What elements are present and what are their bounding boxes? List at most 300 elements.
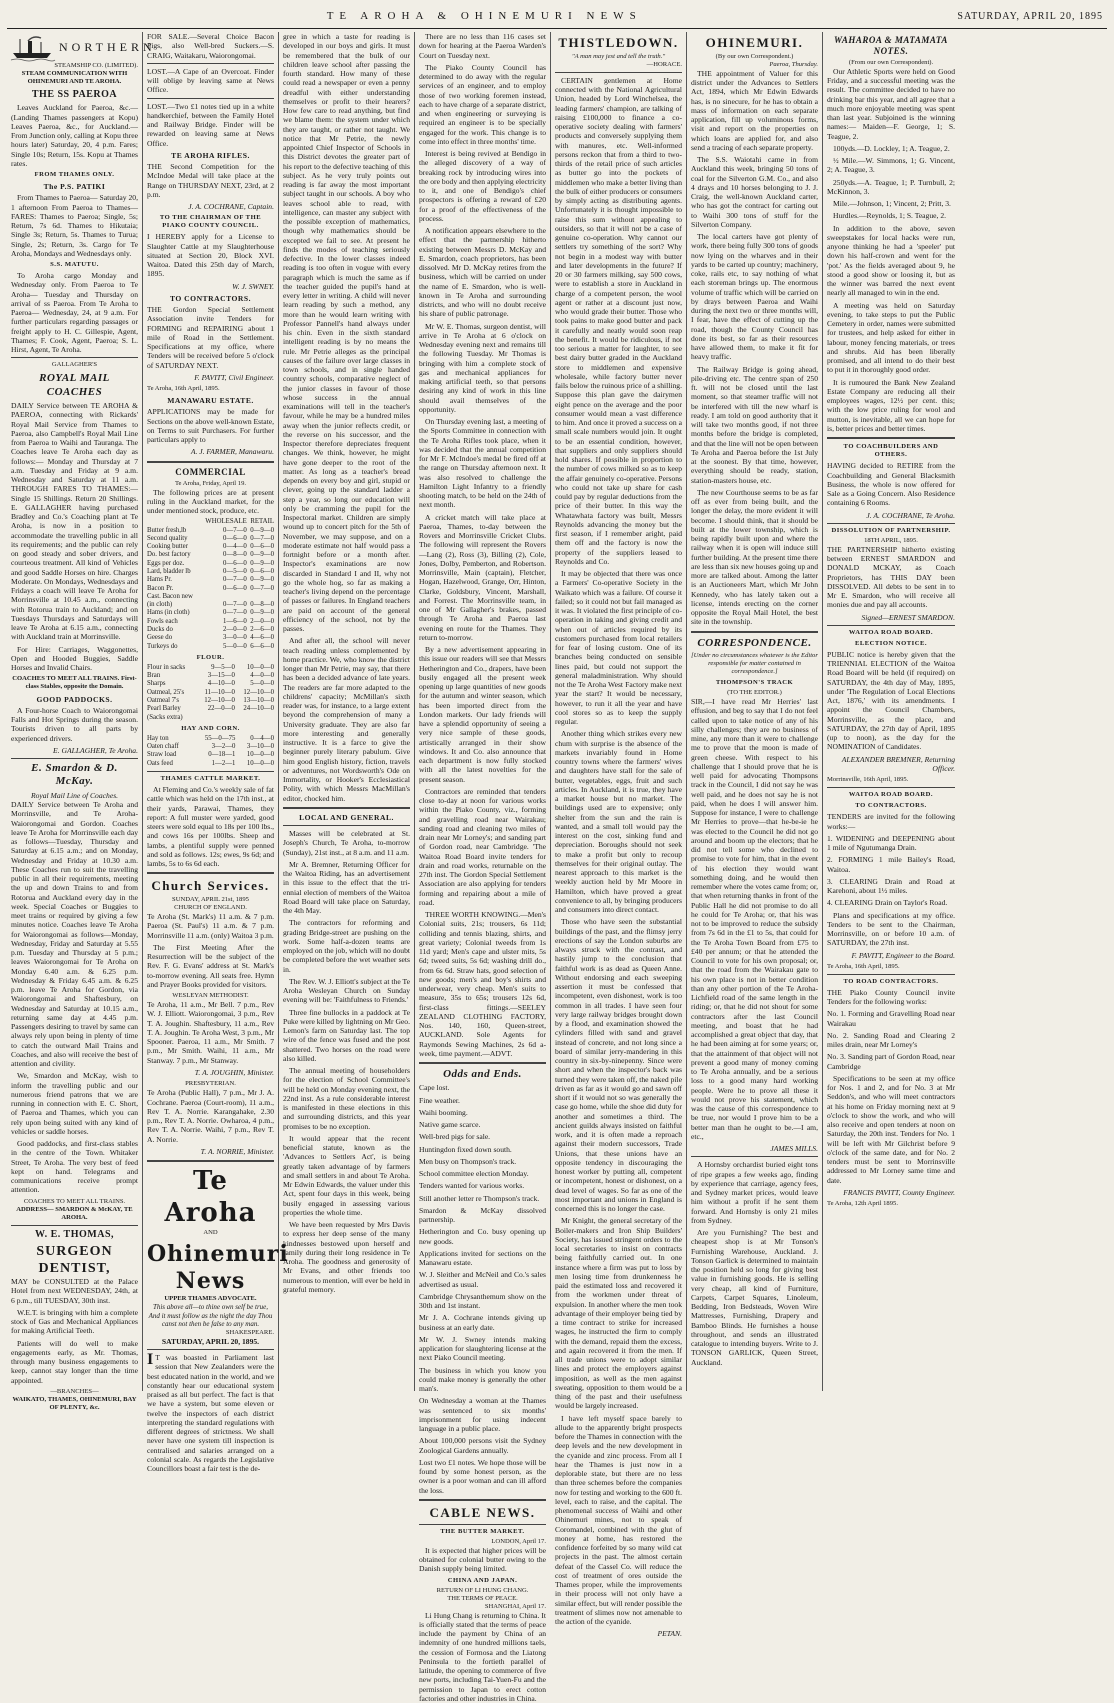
- tender-item: 1. WIDENING and DEEPENING about 1 mile of Ngutumanga Drain.: [827, 833, 955, 852]
- correspondence-note: [Under no circumstances whatever is the Editor responsible for matter contained in correspondence.]: [691, 652, 818, 676]
- estate-heading: MANAWARU ESTATE.: [167, 396, 254, 406]
- correspondence-heading: CORRESPONDENCE.: [697, 636, 812, 649]
- commercial-cell: [199, 593, 246, 601]
- road-tender-item: No. 2. Sanding Road and Clearing 2 miles drain, near Mr Lorney's: [827, 1030, 955, 1050]
- flour-cell: 3—15—0: [207, 672, 235, 680]
- commercial-row: [147, 593, 274, 601]
- local-paragraph: On Thursday evening last, a meeting of the Sports Committee in connection with the Te Aroha Rifles took place, when it was decided that the annual competition for Mr F. McIndoe's medal be fired off at the range on Thursday afternoon next. It was also resolved to challenge the Hamilton Light Infantry to a friendly shooting match, to be held on the 24th of next month.: [419, 417, 546, 510]
- thomas-body-2: W.E.T. is bringing with him a complete stock of Gas and Mechanical Appliances for making Artificial Teeth.: [11, 1307, 138, 1336]
- local-paragraph: Interest is being revived at Bendigo in the alleged discovery of a way of breaking rock by introducing wires into the ore body and then applying electricity to it, and one of Bendigo's chief prospectors is offering a reward of £20 for a proof of the effectiveness of the process.: [419, 149, 546, 223]
- flour-cell: 12—10—0: [243, 688, 274, 696]
- newspaper-page: [7, 6, 1107, 1703]
- to-contractors-heading: TO CONTRACTORS.: [855, 802, 927, 810]
- four-horse: A Four-horse Coach to Waiorongomai Falls and Hot Springs during the season. Tourists driven to all parts by experienced drivers.: [11, 705, 138, 743]
- commercial-table: WHOLESALE RETAIL Butter fresh,lb 0—7—0 0—9—0 Second quality 0—6—0 0—7—0 Cooking butter 0—4—0 0—6—0 Do. best factory 0—8—0 0—9—0 Eggs per doz. 0—6—0 0—9—0 Lard, bladder lb 0—5—0 0—6—0 Hams Pr. 0—7—0 0—9—0 Bacon Pr. 0—6—0 0—7—0 Cast. Bacon new (in cloth) 0—7—0 0—8—0 Hams (in cloth) 0—7—0 0—9—0 Fowls each 1—6—0 2—0—0 Ducks do 2—0—0 2—6—0 Geese do 3—0—0 4—6—0 Turkeys do 5—0—0 6—6—0: [147, 518, 274, 650]
- odds-item: Applications invited for sections on the Manawaru estate.: [419, 1248, 546, 1268]
- church-wesleyan-list: Te Aroha, 11 a.m., Mr Bell. 7 p.m., Rev W. J. Elliott. Waiorongomai, 3 p.m., Rev T. A. Joughin. Shaftesbury, 11 a.m., Rev T. A. Joughin. Te Aroha West, 3 p.m., Mr Spooner. Paeroa, 11 a.m., Mr Smith. 7 p.m., Mr Smith. Waihi, 11 a.m., Mr Stanway. 7 p.m., Mr Stanway.: [147, 1000, 274, 1065]
- waharoa-paragraph: ½ Mile.—W. Simmons, 1; G. Vincent, 2; A. Teague, 3.: [827, 156, 955, 175]
- flour-cell: Oatmeal, 25's: [147, 688, 185, 696]
- column-6: [687, 32, 823, 1391]
- china-japan-heading: CHINA AND JAPAN.: [447, 1576, 518, 1584]
- ohinemuri-byline: (By our own Correspondent.): [715, 52, 794, 60]
- cable-news-heading: CABLE NEWS.: [429, 1504, 536, 1520]
- letter-to: (TO THE EDITOR.): [727, 689, 782, 697]
- odds-item: About 100,000 persons visit the Sydney Zoological Gardens annually.: [419, 1436, 546, 1455]
- steamship-header: [11, 32, 156, 62]
- local-paragraph: Mr W. E. Thomas, surgeon dentist, will arrive in Te Aroha at 6 o'clock on Wednesday evening next and remains till the following Tuesday. Mr Thomas is bringing with him a complete stock of gas and mechanical appliances for making artificial teeth, so that persons desiring any kind of work in this line should avail themselves of the opportunity.: [419, 321, 546, 414]
- tail-paragraph: A Hornsby orchardist buried eight tons of ripe grapes a few weeks ago, finding by experience that carriage, agency fees, and Sydney market prices, would leave him without a profit if he sent them forward. And Hornsby is only 21 miles from Sydney.: [691, 1160, 818, 1225]
- ohinemuri-paragraph: The Railway Bridge is going ahead, pile-driving etc. The centre span of 250 ft. will not be closed until the last moment, so that steamer traffic will not be interfered with till the new wharf is ready. I am told on good authority that it will take two months good, if not three months before the bridge is completed, and that the line will not be open between Te Aroha and Paeroa before the 1st July at the soonest. By that time, however, everything should be ready, station, station-masters house, etc.: [691, 364, 818, 485]
- commercial-cell: Hams (in cloth): [147, 609, 190, 617]
- terms-of-peace-date: SHANGHAI, April 17.: [484, 1602, 546, 1610]
- commercial-cell: 3—0—0: [223, 634, 247, 642]
- thistledown-body: [555, 76, 682, 1627]
- thistledown-paragraph: Mr Knight, the general secretary of the Boiler-makers and Iron Ship Builders' Society, has issued stringent orders to the local secretaries to insist on contracts being faithfully carried out. In one instance where a firm was put to loss by men losing time from drunkenness he paid the estimated loss and recovered it from the workmen under threat of expulsion. In another where the men took advantage of their employer being tied by a time contract to strike for increased wages, he instructed the firm to comply with the demand, repaid them the excess, and again recovered it from the men. If all trade unions were to adopt similar lines and protect the employers against imposition, as well as the men against sweating, opposition to them would be a thing of the past and their usefulness would be largely increased.: [555, 1216, 682, 1411]
- gallagher-label: GALLAGHER'S: [51, 361, 98, 369]
- tenders-list: [827, 834, 955, 908]
- flour-cell: Bran: [147, 672, 161, 680]
- election-signature: ALEXANDER BREMNER, Returning Officer.: [841, 754, 955, 773]
- flour-cell: 4—10—0: [207, 680, 235, 688]
- flour-cell: 12—10—0: [204, 697, 235, 704]
- hay-table: [147, 735, 274, 768]
- column-7: [823, 32, 959, 1391]
- odds-item: W. J. Sleither and McNeil and Co.'s sales advertised as usual.: [419, 1270, 546, 1289]
- commercial-cell: 2—6—0: [250, 626, 274, 633]
- waharoa-paragraph: In addition to the above, seven sweepstakes for local hacks were run, anyone thinking he had a 'speeler' put down his half-crown and went for the 'pot.' As the fields averaged about 9, he stood a good show or loosing it, but as the winner was barred the next event nearly all managed to win in the end.: [827, 223, 955, 298]
- commercial-cell: 1—6—0: [223, 617, 247, 625]
- commercial-cell: Hams Pr.: [147, 576, 172, 584]
- hay-row: [147, 751, 274, 759]
- tender-item: 4. CLEARING Drain on Taylor's Road.: [827, 898, 948, 908]
- road-contractors-body: THE Piako County Council invite Tenders for the following works:: [827, 987, 955, 1007]
- commercial-row: [147, 626, 274, 634]
- church-wesleyan-signature: T. A. JOUGHIN, Minister.: [194, 1067, 274, 1077]
- commercial-cell: 0—9—0: [250, 559, 274, 567]
- commercial-cell: 0—7—0: [250, 534, 274, 542]
- hay-row: [147, 735, 274, 743]
- ohinemuri-dateline: Paeroa, Thursday.: [769, 60, 818, 68]
- odds-item: Tenders wanted for various works.: [419, 1181, 525, 1191]
- commercial-cell: 6—6—0: [250, 642, 274, 650]
- commercial-cell: 0—9—0: [250, 576, 274, 584]
- local-paragraph: The contractors for reforming and grading Bridge-street are pushing on the work. Some half-a-dozen teams are employed on the job, which will no doubt be completed before the wet weather sets in.: [283, 918, 410, 974]
- thomas-heading: W. E. THOMAS,: [34, 1228, 115, 1240]
- chairman-signature: W. J. SWNEY.: [232, 281, 274, 291]
- local-paragraph: We have been requested by Mrs Davis to express her deep sense of the many kindnesses bestowed upon herself and family during their long residence in Te Aroha. The goodness and generosity of Mr Evans, and other friends too numerous to mention, will ever be held in grateful memory.: [283, 1220, 410, 1294]
- dissolution-heading: DISSOLUTION OF PARTNERSHIP.: [831, 526, 951, 534]
- coachbuilders-heading: TO COACHBUILDERS AND OTHERS.: [843, 443, 939, 459]
- smardon-body-3: Good paddocks, and first-class stables in the centre of the Town. Whitaker Street, Te Aroha. The very best of feed kept on hand. Telegrams and communications receive prompt attention.: [11, 1139, 138, 1195]
- column-4: [415, 32, 551, 1703]
- flour-row: [147, 672, 274, 680]
- local-paragraph: The Rev. W. J. Elliott's subject at the Te Aroha Wesleyan Church on Sunday evening will be: 'Faithfulness to Friends.': [283, 976, 410, 1005]
- patiki-body: From Thames to Paeroa— Saturday 20, 1 afternoon From Paeroa to Thames— FARES: Thames to Paeroa; Single, 5s; Return, 7s 6d. Thames to Hikutaia; Single 3s; Return, 5s. Thames to Turua; Single, 2s; Return, 3s. Cargo for Te Aroha, Mondays and Wednesdays only.: [11, 193, 138, 258]
- church-england-list: Te Aroha (St. Mark's) 11 a.m. & 7 p.m. Paeroa (St. Paul's) 11 a.m. & 7 p.m. Morrinsville 11 a.m. (only) Waitoa 3 p.m.: [147, 912, 274, 940]
- dissolution-signature: Signed—ERNEST SMARDON.: [861, 612, 955, 622]
- commercial-heading: COMMERCIAL: [175, 466, 246, 477]
- road-contractors-heading: TO ROAD CONTRACTORS.: [843, 977, 939, 985]
- flour-cell: 10—0—0: [246, 663, 274, 671]
- ohinemuri-paragraph: The new Courthouse seems to be as far off as ever from being built, and the longer the delay, the more evident it will become. I should think, that it should be built at the lower township, which is being rapidly built upon and where the railway when it is open will induce still further building. At the present time there are less than six new houses going up and more are talked about. Among the latter is an Auctioneers Mart, which Mr John Kennedy, who has lately taken out a license, intends erecting on the corner opposite the Royal Mail Hotel, the best site in the township.: [691, 487, 818, 627]
- commercial-cell: Cast. Bacon new: [147, 592, 193, 600]
- thomas-body-3: Patients will do well to make engagements early, as Mr. Thomas, through many business engagements to keep, cannot stay longer than the time appointed.: [11, 1338, 138, 1385]
- thistledown-paragraph: I have left myself space barely to allude to the apparently bright prospects before the Thames in connection with the deep levels and the new development in the cyanide and zinc process. From all I hear the Thames is just now in a deplorable state, but there are no less than three schemes before the companies now for testing and working to the 600 ft. level, each to raise, and the capital. The phenomenal success of Waihi and other Ohinemuri mines, not to speak of Coromandel, combined with the glut of money at home, has restored the confidence forfeited by so many wild cat projects in the past. The almost certain defeat of the Cassel Co. will reduce the cost of treatment of ores outside the Thames proper, while the improvements in their process will not only have a similar effect, but will render possible the treatment of slimes now not amenable to the action of the cyanide.: [555, 1413, 682, 1627]
- flour-row: [147, 714, 274, 722]
- commercial-row: [147, 560, 274, 568]
- commercial-cell: 0—7—0: [223, 576, 247, 584]
- hay-cell: 0—18—1: [208, 751, 236, 759]
- road-tender-item: No. 3. Sanding part of Gordon Road, near Cambridge: [827, 1052, 955, 1071]
- coaches-meet-2: COACHES TO MEET ALL TRAINS.: [23, 1197, 126, 1205]
- butter-market-heading: THE BUTTER MARKET.: [440, 1527, 525, 1535]
- flour-cell: 24—10—0: [243, 705, 274, 713]
- tenders-signature: F. PAVITT, Engineer to the Board.: [851, 950, 955, 960]
- local-paragraph: The Piako County Council has determined to do away with the regular services of an engineer, and to employ those of two working foremen instead, each to have charge of a separate district, and when engineering or surveying is required an engineer is to be specially engaged for the work. This change is to come into effect in three months' time.: [419, 62, 546, 146]
- commercial-row: [147, 601, 274, 609]
- commercial-row: [147, 568, 274, 576]
- thistledown-signature: PETAN.: [657, 1629, 682, 1639]
- commercial-cell: 0—6—0: [223, 584, 247, 592]
- hay-cell: 3—10—0: [246, 743, 274, 751]
- commercial-cell: 5—0—0: [223, 642, 247, 650]
- letter-body: SIR,—I have read Mr Herries' last effusion, and beg to say that I do not feel called upon to take notice of any of his silly challenges; they are no business of mine, any more than it were to challenge me to prove that the moon is made of green cheese. With respect to his challenge that I should prove that he is well paid for advocating Thompsons track in the Council, I did not say he was well paid, and he does not say he is not paid, when he does I will answer him. Suppose for instance, I were to challenge Mr Herries to prove—that he-be-ie he was elected to the Council he did not go around and boom up the electors; that he did not tell some who declined to promise to vote for him, that in the event of his election they would want something doing, and he would then remember where the votes came from; or, that when returning thanks in front of the Public Hall he did not promise to do all he could for Te Aroha; or, that his was not to be improved to reduce the subsidy from 7s 6d in the £1 to 5s, that could for the Te Aroha Town Board from £75 to £40 per annum; or that he attended the Council to vote for his own proposal; or, that the road from the Wairakau gate to his own place is not in better condition than any other portion of the Te Aroha-Lichfield road of the same length in the riding; or, that he did not shout for some contractors after the last Council meeting, and boast that he had accomplished a great object that day, that he had been aiming at for some years; or, that the attainment of that object will not prevent a good many of money coming to Te Aroha annually, and be a serious loss to a good many hard working people. Were he to prove all these it would not prove his statement, which was the cause of this correspondence to be true, nor would I prove him to be a better man than he ought to be.—I am, etc.,: [691, 697, 818, 1141]
- road-contractors-signature: FRANCIS PAVITT, County Engineer.: [843, 1187, 955, 1197]
- odds-ends-heading: Odds and Ends.: [443, 1068, 522, 1080]
- commercial-cell: 0—7—0: [223, 526, 247, 534]
- matutu-body: To Aroha cargo Monday and Wednesday only. From Paeroa to Te Aroha— Tuesday and Thursday on arrival of ss Paeroa. From Te Aroha to Paeroa— Wednesday, 24, at 9 a.m. For further particulars regarding passages or freight apply to H. C. Gillespie, Agent, Thames; F. Cook, Agent, Paeroa; S. L. Hirst, Agent, Te Aroha.: [11, 271, 138, 355]
- commercial-row: [147, 543, 274, 551]
- flour-row: [147, 680, 274, 688]
- contractors-heading: TO CONTRACTORS.: [169, 293, 252, 303]
- commercial-cell: 0—6—0: [223, 559, 247, 567]
- flour-cell: 4—0—0: [250, 672, 274, 680]
- commercial-cell: 0—9—0: [250, 609, 274, 617]
- waitoa-heading: WAITOA ROAD BOARD.: [848, 628, 934, 636]
- letter-heading: THOMPSON'S TRACK: [715, 679, 794, 687]
- waharoa-body: [827, 67, 955, 433]
- flour-table: [147, 664, 274, 722]
- commercial-row: [147, 535, 274, 543]
- odds-ends-list: [419, 1083, 546, 1495]
- commercial-cell: 0—6—0: [223, 534, 247, 542]
- paeroa-body: Leaves Auckland for Paeroa, &c.— (Landing Thames passengers at Kopu) Leaves Paeroa, &c., for Auckland.— From Junction only, calling at Kopu three hours later) Saturday, 20, 4 p.m. Fares; Single 10s; Return, 15s. Kopu at Thames rates.: [11, 103, 138, 168]
- local-paragraph: Masses will be celebrated at St. Joseph's Church, Te Aroha, to-morrow (Sunday), 21st inst., at 8 a.m. and 11 a.m.: [283, 829, 410, 857]
- dentist-heading: SURGEON DENTIST,: [36, 1243, 113, 1276]
- contractors-signature: F. PAVITT, Civil Engineer.: [194, 372, 274, 382]
- column-1: [7, 32, 156, 1411]
- contractors-date: Te Aroha, 16th April, 1895.: [147, 385, 220, 393]
- steamship-icon: [11, 33, 55, 61]
- flour-cell: Sharps: [147, 680, 166, 688]
- ship-company: NORTHERN: [59, 39, 156, 54]
- steam-communication: STEAM COMMUNICATION WITH OHINEMURI AND TE AROHA.: [21, 70, 128, 86]
- thistledown-paragraph: Those who have seen the substantial buildings of the past, and the flimsy jerry erections of say the London suburbs are always struck with the contrast, and hastily jump to the conclusion that faithful work is as dead as Queen Anne. Without endorsing and each sweeping assertion it must be confessed that incompetent, even dishonest, work is too common in all trades. I have seen four very large railway bridges brought down by a flood, and examination showed the cylinders filled with sand and gravel instead of concrete, and not long since a board of similar jerry-mandering in this country in six-by-ninepenny. Since were short and when the inspector's back was turned they were taken off, the naked pile driven as far as it would go and sawn off short if it would not so was generally the case go home, while the shoe did duty for another and sometimes a third. The ancient guilds always insisted on faithful work, and it is often made a reproach against their modern successors, Trade Unions, that these unions have an opposite tendency in discouraging the honest worker by putting all, competent or incompetent, honest or dishonest, on a dead level of wages. So far as one of the most important and unions in England is concerned this is no longer the case.: [555, 917, 682, 1214]
- commercial-cell: 0—7—0: [250, 584, 274, 592]
- election-heading: ELECTION NOTICE.: [854, 639, 928, 647]
- hay-cell: Oats feed: [147, 759, 173, 767]
- commercial-cell: 2—0—0: [223, 626, 247, 633]
- hay-cell: 0—4—0: [250, 734, 274, 742]
- for-hire: For Hire: Carriages, Waggonettes, Open and Hooded Buggies, Saddle Horses and Invalid Chairs.: [11, 644, 138, 673]
- church-date: SUNDAY, APRIL 21st, 1895: [172, 896, 249, 904]
- commercial-row: [147, 634, 274, 642]
- branches-list: WAIKATO, THAMES, OHINEMURI, BAY OF PLENTY, &c.: [12, 1395, 137, 1411]
- thistledown-paragraph: CERTAIN gentlemen at Home connected with the National Agricultural Union, headed by Lord Winchelsea, the leading farmers' champion, are talking of raising £100,000 to finance a co-operative society dealing with farmers' products and conversely supplying them with manures, etc. Well-informed persons reckon that from a third to two-thirds of the retail price of such articles as butter go into the pockets of middlemen who make a better living than the bulk of either producers or consumers by simply acting as distributing agents. Unfortunately it is thought impossible to raise this sum without appealing to outsiders, so that it will not be a case of genuine co-operation. Why cannot our settlers try something of the sort? Why not begin in a modest way with butter and later developments in the future? If 20 or 30 farmers milking, say 500 cows, were to establish a store in Auckland in charge of a competent person, the wool agent or rather at a discount just now, who would grade their butter. Those who took pains to make good butter and pack it carefully and neatly would soon reap the benefit. It would be ridiculous, if not too serious a matter for laughter, to see best dairy butter graded in the Auckland store to middlemen and expensive wholesale, while factory butter never fails below the ruinous price of a shilling. Suppose this plan gave the dairymen eight pence on the average and the poor consumer would mean a vast difference to him. And once it proved a success on a small scale numbers would join. It ought to be an essential condition, however, that suppliers and only suppliers should hold shares. If possible in proportion to the number of cows milked so as to keep the affair genuinely co-operative. Persons who could not take up share for cash could pay by regular deductions from the price of their butter. In this way the Whatawhata factory was built, Messrs Reynolds advancing the money but the first season, if I remember aright, paid them off and the factory is now the property of the suppliers leased to Reynolds and Co.: [555, 75, 682, 566]
- column-2: [143, 32, 289, 1474]
- odds-item: Men busy on Thompson's track.: [419, 1156, 517, 1166]
- odds-item: Fine weather.: [419, 1095, 460, 1105]
- hay-cell: 55—0—75: [204, 734, 236, 742]
- waharoa-paragraph: 100yds.—D. Lockley, 1; A. Teague, 2.: [833, 143, 950, 153]
- waharoa-byline: (From our own Correspondent).: [848, 58, 934, 66]
- tenders-body: TENDERS are invited for the following works:—: [827, 812, 955, 831]
- letter-signature: JAMES MILLS.: [770, 1144, 818, 1154]
- chairman-body: I HEREBY apply for a License to Slaughter Cattle at my Slaughterhouse situated at Section 20, Block XVI. Waitoa. Dated this 25th day of March, 1895.: [147, 232, 274, 279]
- flour-cell: 22—0—0: [207, 705, 235, 713]
- church-presbyterian-list: Te Aroha (Public Hall), 7 p.m., Mr J. A. Cochrane. Paeroa (Court-room), 11 a.m., Rev T. A. Norrie. Karangahake, 2.30 p.m., Rev T. A. Norrie. Owharoa, 4 p.m., Rev T. A. Norrie. Waihi, 7 p.m., Rev T. A. Norrie.: [147, 1088, 274, 1144]
- commercial-cell: 0—9—0: [250, 526, 274, 534]
- rifles-body: THE Second Competition for the McIndoe Medal will take place at the Range on THURSDAY NEXT, 23rd, at 2 p.m.: [147, 162, 274, 199]
- commercial-cell: 0—7—0: [223, 609, 247, 617]
- paper-and: AND: [203, 1229, 218, 1237]
- commercial-cell: 0—6—0: [250, 543, 274, 551]
- commercial-date: Te Aroha, Friday, April 19.: [174, 479, 247, 487]
- odds-item: Well-bred pigs for sale.: [419, 1132, 491, 1142]
- commercial-row: [147, 551, 274, 559]
- cattle-heading: THAMES CATTLE MARKET.: [160, 775, 261, 782]
- hay-cell: 10—0—0: [246, 759, 274, 767]
- thistledown-heading: THISTLEDOWN.: [558, 35, 679, 50]
- masthead-title: TE AROHA & OHINEMURI NEWS: [326, 10, 642, 23]
- flour-heading: FLOUR.: [196, 653, 225, 661]
- from-thames: FROM THAMES ONLY.: [34, 171, 115, 179]
- commercial-cell: (in cloth): [147, 601, 173, 609]
- butter-market-date: LONDON, April 17.: [491, 1537, 546, 1545]
- waharoa-paragraph: Mile.—Johnson, 1; Vincent, 2; Pritt, 3.: [833, 199, 951, 209]
- hay-heading: HAY AND CORN.: [181, 724, 240, 732]
- commercial-cell: 4—6—0: [250, 634, 274, 642]
- ohinemuri-paragraph: THE appointment of Valuer for this district under the Advances to Settlers Act, 1894, which Mr Edwin Edwards has, is no sinecure, for he has to obtain a mass of information on each separate application, fill up voluminous forms, visit and report on the properties on which loans are applied for, and also send a tracing of each separate property.: [691, 68, 818, 152]
- branches-heading: —BRANCHES—: [50, 1387, 99, 1395]
- odds-item: Cape lost.: [419, 1083, 450, 1093]
- thistledown-paragraph: Another thing which strikes every new chum with surprise is the absence of the markets invariably found in Home country towns where the farmers' wives and daughters have stall for the sale of butter, vegetables, eggs, fruit and such articles. In Auckland, it is true, they have a market house but no market. The buildings used are to expensive; only shelter from the sun and the rain is wanted, and a small toll would pay the interest on the cost, sinking fund and depreciation. Boroughs should not seek to make a profit but only to recoup themselves for their original outlay. The nearest approach to this market is the weekly auction held by Mr Moore in Hamilton, which have proved a great convenience to all, by bringing producers and consumers into direct contact.: [555, 729, 682, 915]
- ohinemuri-paragraph: The S.S. Waiotahi came in from Auckland this week, bringing 50 tons of coal for the Silverton G.M. Co., and also 4 drays and 10 horses belonging to J. J. Craig, the well-known Auckland carter, who has got the contract for carting out to Waihi 300 tons of stuff for the Silverton Company.: [691, 155, 818, 229]
- church-heading: Church Services.: [151, 878, 270, 894]
- ohinemuri-heading: OHINEMURI.: [705, 35, 804, 50]
- flour-cell: Flour in sacks: [147, 663, 186, 671]
- paeroa-heading: THE SS PAEROA: [31, 89, 118, 101]
- commercial-cell: Ducks do: [147, 626, 173, 633]
- commercial-cell: Lard, bladder lb: [147, 568, 191, 576]
- tenders-note: Plans and specifications at my office. Tenders to be sent to the Chairman, Morrinsville, on or before 10 a.m. of SATURDAY, the 27th inst.: [827, 910, 955, 948]
- church-england-note: The First Meeting After the Resurrection will be the subject of the Rev. F. G. Evans' address at St. Mark's to-morrow evening. All seats free. Hymn and Prayer Books provided for visitors.: [147, 942, 274, 989]
- coachbuilders-signature: J. A. COCHRANE, Te Aroha.: [866, 510, 955, 520]
- road-contractors-list: [827, 1009, 955, 1071]
- hay-cell: 10—0—0: [246, 751, 274, 759]
- flour-cell: 5—0—0: [250, 680, 274, 688]
- odds-item: Lost two £1 notes. We hope those will be found by some honest person, as the owner is a poor woman and can ill afford the loss.: [419, 1457, 546, 1495]
- local-paragraph: A cricket match will take place at Paeroa, Thames, to-day between the Rovers and Morrinsville Cricket Clubs. The following will represent the Rovers—Lang (2), Ross (3), Billing (2), Cole, Jones, Dolby, Pemberton, and Robertson. Morrinsville, Main (captain), Fletcher, Hogan, Hazelwood, Grange, Orr, Hinton, Clarke, Goldsbury, Vincent, Marshall, and Forrest. The Morrinsville team, in one of Mr Gallagher's brakes, passed through Te Aroha and Paeroa last evening en route for the Thames. They return to-morrow.: [419, 512, 546, 642]
- flour-cell: [235, 714, 274, 722]
- waharoa-paragraph: 250yds.—A. Teague, 1; P. Turnbull, 2; McKinnon, 3.: [827, 177, 955, 196]
- smardon-body: DAILY Service between Te Aroha and Morrinsville, and Te Aroha-Waiorongomai and Gordon. Coaches leave Te Aroha for Morrinsville each day as follows—Tuesday, Thursday and Saturday at 6.15 a.m.; and on Monday, Wednesday and Friday at 10.30 a.m. These Coaches run to suit the travelling public in all their requirements, meeting the up and down Trains to and from Rotorua and Auckland every day in the week. Special Coaches or Buggies to meet trains or required by giving a few minutes notice. Coaches leave Te Aroha for Waiorongomai as follows—Monday, Wednesday, Friday and Saturday at 5.55 p.m. Tuesday and Thursday at 5 p.m.; leaves Waiorongomai for Te Aroha on Monday 6.40 a.m. & 6.25 p.m. Wednesday & Friday 6.45 a.m. & 6.25 p.m. leave Te Aroha for Gordon, via Waiorongomai and Shaftesbury, on Wednesday and Saturday at 10.15 a.m., returning same day at 4.45 p.m. Passengers desiring to travel by same can always rely upon being in plenty of time to catch the outward Mail Trains and Coaches, and also will receive the best of attention and civility.: [11, 800, 138, 1069]
- ad-for-sale: FOR SALE.—Several Choice Bacon Pigs, also Well-bred Suckers.—S. CRAIG, Waitakaru, Waiorongomai.: [147, 32, 274, 60]
- road-tender-item: No. 1. Forming and Gravelling Road near Wairakau: [827, 1009, 955, 1028]
- odds-item: Native game scarce.: [419, 1120, 481, 1130]
- commercial-cell: 0—8—0: [223, 551, 247, 559]
- paper-motto-attribution: SHAKESPEARE.: [225, 1328, 274, 1336]
- tender-item: 2. FORMING 1 mile Bailey's Road, Waitoa.: [827, 855, 955, 874]
- odds-item: Still another letter re Thompson's track.: [419, 1193, 540, 1203]
- commercial-body: The following prices are at present ruling in the Auckland market, for the under mentioned stock, produce, etc.: [147, 487, 274, 516]
- waitoa-2-heading: WAITOA ROAD BOARD.: [848, 791, 934, 799]
- commercial-cell: 0—7—0: [223, 601, 247, 609]
- hay-cell: 3—2—0: [211, 743, 236, 751]
- road-contractors-note: Specifications to be seen at my office for Nos. 1 and 2, and for No. 3 at Mr Seddon's, and who will meet contractors at his home on Friday morning next at 9 o'clock to show the work, and who will also receive and open tenders at noon on Saturday, the 20th inst. Tenders for No. 1 will be left with Mr Gilchrist before 9 o'clock of the same date, and for No. 2 tenders must be sent to Morrinsville addressed to Mr Lorney same time and date.: [827, 1073, 955, 1185]
- flour-row: [147, 705, 274, 713]
- local-paragraph: Contractors are reminded that tenders close to-day at noon for various works within the Piako County, viz., forming and gravelling road near Wairakau; sanding road and cleaning two miles of drain near Mr Lorney's; and sanding part of Gordon road, near Cambridge. 'The Waitoa Road Board invite tenders for drain and road works, returnable on the 27th inst. The Gordon Special Settlement Association are also applying for tenders forming and repairing about a mile of road.: [419, 786, 546, 907]
- matutu-heading: S.S. MATUTU.: [50, 261, 99, 269]
- commercial-cell: 0—6—0: [250, 568, 274, 576]
- odds-item: Smardon & McKay dissolved partnership.: [419, 1205, 546, 1225]
- dissolution-date: 18TH APRIL, 1895.: [864, 536, 918, 544]
- flour-cell: Oatmeal 7's: [147, 697, 179, 704]
- waharoa-heading: WAHAROA & MATAMATA NOTES.: [834, 35, 948, 56]
- commercial-cell: 0—5—0: [223, 568, 247, 576]
- column-5: [551, 32, 687, 1639]
- commercial-cell: Second quality: [147, 534, 188, 542]
- flour-row: [147, 697, 274, 705]
- smardon-heading: E. Smardon & D. McKay.: [31, 762, 118, 788]
- odds-item: Waihi booming.: [419, 1107, 468, 1117]
- editorial-continued-2: And after all, the school will never teach reading unless complemented by home practice. We, who know the district longer than Mr Petrie, may say, that there has been a decided advance of late years. The readers are far more adapted to the childrens' capacity; McMillan's sixth reader was, for instance, to a large extent beyond the comprehension of many a University graduate. They are also far more interesting and generally instructive. It is a farce to give the beginner purely literary pabulum. Give him good English history, fiction, travels or adventures, not Wordsworth's Ode on Immortality, or Hooker's Ecclesiastical Polity, with which Messrs MacMillan's editor, chocked him.: [283, 636, 410, 803]
- smardon-subheading: Royal Mail Line of Coaches.: [30, 790, 119, 800]
- odds-item: Hetherington and Co. busy opening up new goods.: [419, 1227, 546, 1246]
- paper-subtitle: UPPER THAMES ADVOCATE.: [164, 1295, 257, 1303]
- rifles-signature: J. A. COCHRANE, Captain.: [188, 202, 274, 211]
- commercial-cell: Cooking butter: [147, 543, 188, 551]
- odds-item: The business in which you know you could make money is generally the other man's.: [419, 1365, 546, 1394]
- editorial-start: IT was boasted in Parliament last session that New Zealanders were the best educated nation in the world, and we constantly hear our educational system praised as all but perfect. The fact is that we have a system, but some eleven or twelve the inspectors of each district interpreting the standard regulations with different degrees of strictness. We shall never have one system till inspection is centralised and salaries arranged on a colonial scale. As regards the Legislative Councillors boast a fair test is the de-: [147, 1351, 274, 1474]
- ship-company-sub: STEAMSHIP CO. (LIMITED).: [54, 62, 138, 69]
- odds-item: Mr W. J. Swney intends making application for slaughtering license at the next Piako Council meeting.: [419, 1334, 546, 1363]
- good-paddocks: GOOD PADDOCKS.: [36, 694, 113, 704]
- ohinemuri-paragraph: The local carters have got plenty of work, there being fully 300 tons of goods now lying on the wharves and in their yards to be carted up country; machinery, coke, rails etc, to say nothing of what each storeman brings up. The enormous volume of traffic which will be carried on by drays between Paeroa and Waihi during the next two or three months will, I fear, have the effect of cutting up the road, though the County Council has done its best, so far as their resources have allowed them, to make it fit for heavy traffic.: [691, 232, 819, 362]
- flour-cell: 11—10—0: [204, 688, 235, 696]
- commercial-cell: Do. best factory: [147, 551, 191, 559]
- thistledown-paragraph: It may be objected that there was once a Farmers' Co-operative Society in the Waikato which was a failure. Of course it failed; so it could not but fail managed as it was. It violated the first principle of co-operation in taking and giving credit and when out of articles required by its customers purchased from local retailers for fear of losing custom. One of its branches being conducted on sensible lines paid, but could not support the general maladministration. Why should not the Te Aroha West Factory make next year the start? It would be necessary, however, to run it all the year and have cool stores so as to keep the supply regular.: [555, 569, 682, 727]
- royal-mail-coaches-body: DAILY Service between TE AROHA & PAEROA, connecting with Rickards' Royal Mail Service from Thames to Paeroa, also Campbell's Royal Mail Line from Paeroa to Waihi and Tauranga. The Coaches leave Te Aroha each day as follows:— Monday and Thursday at 7 a.m. Tuesday and Friday at 9 a.m. Wednesday and Saturday at 11 a.m. THROUGH FARES TO THAMES:— Single 15 Shillings. Return 20 Shillings. E. GALLAGHER having purchased Bradley and Co.'s Coaching plant at Te Aroha, is now in a position to accommodate the travelling public in all its requirements; and the public can rely on good steady and sober drivers, and courteous treatment. All kind of Vehicles and good Saddle Horses on hire. Charges Moderate. On Mondays, Wednesdays and Fridays a coach will leave Te Aroha for Morrinsville at 10.45 a.m., connecting with Rotorua train to Auckland; and on Tuesdays Thursdays and Saturdays will leave Te Aroha at 6.15 a.m., connecting with Auckland train at Morrinsville.: [11, 401, 138, 642]
- flour-row: [147, 689, 274, 697]
- column-3: [279, 32, 415, 1391]
- ad-lost-notes: LOST.—Two £1 notes tied up in a white handkerchief, between the Family Hotel and Railway Bridge. Finder will be rewarded on leaving same at News Office.: [147, 101, 274, 148]
- royal-mail-coaches-heading: ROYAL MAIL COACHES: [39, 372, 110, 398]
- commercial-cell: Turkeys do: [147, 642, 178, 650]
- hay-cell: Hay ton: [147, 734, 169, 742]
- ad-lost-cape: LOST.—A Cape of an Overcoat. Finder will oblige by leaving same at News Office.: [147, 66, 274, 95]
- flour-cell: 13—10—0: [243, 697, 274, 704]
- hay-cell: 1—2—1: [211, 759, 236, 767]
- patiki-heading: The P.S. PATIKI: [43, 182, 106, 192]
- hay-row: [147, 743, 274, 751]
- commercial-row: [147, 576, 274, 584]
- local-paragraph: Mr A. Bremner, Returning Officer for the Waitoa Riding, has an advertisement in this issue to the effect that the tri-ennial election of members of the Waitoa Road Board will take place on Saturday, the 4th May.: [283, 859, 410, 915]
- odds-item: Huntingdon fixed down south.: [419, 1144, 512, 1154]
- smardon-body-2: We, Smardon and McKay, wish to inform the travelling public and our numerous friend patrons that we are running in connection with E. C. Short, of Paeroa and Thames, which you can rely upon being suited with any kind of vehicles or saddle horses.: [11, 1071, 138, 1136]
- smardon-address: ADDRESS— SMARDON & McKAY, TE AROHA.: [16, 1205, 133, 1221]
- odds-item: Cambridge Chrysanthemum show on the 30th and 1st instant.: [419, 1291, 546, 1311]
- local-paragraph: There are no less than 116 cases set down for hearing at the Paeroa Warden's Court on Tuesday next.: [419, 32, 546, 60]
- coaches-meet: COACHES TO MEET ALL TRAINS. First-class Stables, opposite the Domain.: [12, 675, 137, 691]
- church-presbyterian: PRESBYTERIAN.: [185, 1080, 236, 1088]
- tail-paragraph-2: Are you Furnishing? The best and cheapest shop is at Mr Tonson's Furnishing Warehouse, Auckland. J. Tonson Garlick is determined to maintain the position held so long for giving best value in furnishing goods. He is selling very cheap, all kind of Furniture, Carpets, Carpet Squares, Linoleum, Bedding, Iron Bedsteads, Woven Wire Mattresses, Furnishing, Drapery and Bamboo Blinds. He furnishes a house throughout, and sends an illustrated catalogue to intending buyers. Write to J. TONSON GARLICK, Queen Street, Auckland.: [691, 1228, 818, 1367]
- terms-of-peace-heading: THE TERMS OF PEACE.: [447, 1594, 518, 1602]
- local-paragraph: It would appear that the recent beneficial statute, known as the 'Advances to Settlers Act', is being greatly taken advantage of by farmers and small settlers in and about Te Aroha. Mr Edwin Edwards, the valuer under this Act, spent four days in this week, being busily engaged in assessing various properties the whole time.: [283, 1133, 410, 1217]
- waharoa-paragraph: Hurdles.—Reynolds, 1; S. Teague, 2.: [833, 211, 947, 221]
- flour-row: [147, 664, 274, 672]
- commercial-row: [147, 585, 274, 593]
- waharoa-paragraph: Our Athletic Sports were held on Good Friday, and a successful meeting was the result. The committee decided to have no drinking bar this year, and all agree that a much more enjoyable meeting was spent than last year. Subjoined is the winning names:— Maiden—F. George, 1; S. Teague, 2.: [827, 66, 955, 141]
- commercial-cell: 0—4—0: [223, 543, 247, 551]
- flour-cell: (Sacks extra): [147, 713, 183, 721]
- road-contractors-date: Te Aroha, 12th April 1895.: [827, 1200, 898, 1208]
- paper-motto: This above all—to thine own self be true, And it must follow as the night the day Thou canst not then be false to any man.: [148, 1303, 273, 1329]
- odds-item: Mr J. A. Cochrane intends giving up business at an early date.: [419, 1313, 546, 1332]
- flour-cell: Pearl Barley: [147, 705, 181, 713]
- local-paragraph: THREE WORTH KNOWING.—Men's Colonial suits, 21s; trousers, 6s 11d; colliding and tennis blazing, shirts, and great variety; Colonial tweeds from 1s 11d yard; Men's cape and ulster mits, 5s 6d; tweed suits, 5s 6d; washing drill do., from 6s 6d. Straw hats, good selection of new goods; men's and boy's shirts and underwear, very cheap. Men's suits to measure, 35s to 65s; trousers 12s 6d, first-class fittings.—SEELEY ZEALAND CLOTHING FACTORY, Nos. 140, 160, Queen-street, AUCKLAND. Sole Agents for Raymonds Sewing Machines, 2s 6d a-week, time payment.—ADVT.: [419, 910, 546, 1058]
- local-paragraph: A notification appears elsewhere to the effect that the partnership hitherto existing between Messrs D. McKay and E. Smardon, coach proprietors, has been dissolved. Mr D. McKay retires from the business, which will be carried on under the name of E. Smardon, who is well-known in Te Aroha and surrounding districts, and who will no doubt receive his share of public patronage.: [419, 226, 546, 319]
- gallagher-signature: E. GALLAGHER, Te Aroha.: [53, 745, 138, 755]
- commercial-row: [147, 618, 274, 626]
- church-england: CHURCH OF ENGLAND.: [174, 904, 247, 912]
- estate-signature: A. J. FARMER, Manawaru.: [190, 447, 274, 457]
- tenders-date: Te Aroha, 16th April, 1895.: [827, 962, 900, 970]
- commercial-row: [147, 527, 274, 535]
- hay-cell: Oaten chaff: [147, 743, 179, 751]
- commercial-cell: Bacon Pr.: [147, 584, 174, 592]
- commercial-cell: Butter fresh,lb: [147, 526, 187, 534]
- local-paragraph: Three fine bullocks in a paddock at Te Puke were killed by lightning on Mr Geo. Lemon's farm on Saturday last. The top wire of the fence was fused and the post shattered. Two horses on the road were also killed.: [283, 1007, 410, 1063]
- butter-market-body: It is expected that higher prices will be obtained for colonial butter owing to the Danish supply being limited.: [419, 1545, 546, 1574]
- election-date: Morrinsville, 16th April, 1895.: [827, 776, 909, 784]
- flour-cell: 9—5—0: [211, 663, 235, 671]
- cattle-body: At Fleming and Co.'s weekly sale of fat cattle which was held on the 17th inst., at their yards, Parawai, Thames, they report: A full muster were yarded, good steers were sold equal to 18s per 100 lbs., and cows 16s per 100lbs. Sheep and lambs, a plentiful supply were penned and sold as follows. 12s; ewes, 9s 6d; and lambs, 5s to 6s 6d each.: [147, 785, 274, 869]
- contractors-body: THE Gordon Special Settlement Association invite Tenders for FORMING and REPAIRING about 1 mile of Road in the Settlement. Specifications at my office, where Tenders will be received before 5 o'clock of SATURDAY NEXT.: [147, 305, 274, 370]
- local-general-heading: LOCAL AND GENERAL.: [299, 812, 394, 822]
- editorial-continued: gree in which a taste for reading is developed in our boys and girls. It must be remembered that the bulk of our children leave school after passing the fourth standard. How many of these could read a newspaper or even a penny dreadful with either understanding themselves or profit to their hearers? How few care to read anything, but find we blame them: the system under which they are taught, or rather not taught. We notice that Mr Petrie, the newly appointed Chief Inspector of Schools in this District devotes the greater part of his report to the defective teaching of this subject. As he very truly points out reading is far away the most important subject taught in our schools. A boy who leaves school able to read, with intelligence, can master any subject with the possible exception of mathematics, though why mathematics should be excepted we fail to see. At present he finds the modes of teaching seriously defective. In the lower classes indeed reading is too often in vogue with every paragraph which is much the same as if the teacher guided the pupil's hand at every letter in writing. A child will never learn reading by such a method, any more than he would learn writing with Professor Pannell's hand always under his chin. Even in the sixth standard intelligent reading is by no means the rule. Mr Petrie alleges as the principal causes of the failure over large classes in town schools, and in single handed country schools, comparative neglect of the junior classes in favour of those whose success in the annual examinations will tell in the teacher's favour, while he may be a hundred miles away when the junior reflects credit, or the reverse on his successor, and the Inspector therefore depreciates frequent changes. We think, however, he might have gone deeper to the root of the matter. As long as a teacher's bread depends on every boy and girl, stupid or clever, going up the standard ladder a step a year, so long our education will only be cramming the pupil for the Inspectoral market. Children are simply wound up to concert pitch for the 5th of November, we may suppose, and on a moderate estimate not half would pass a fortnight before or a month after. Inspector's examinations are now discarded in Standard I and II, why not go the whole hog, so far as making a teacher's living depend on the percentage of passes or failures. In England teachers are paid on account of the general efficiency of the school, not by the passes.: [283, 32, 410, 633]
- local-general-list: [283, 829, 410, 1294]
- masthead: [7, 6, 1107, 29]
- commercial-cell: Fowls each: [147, 617, 178, 625]
- thistledown-epigraph: "A man may jest and tell the truth.": [571, 52, 666, 60]
- local-general-list-continued: [419, 32, 546, 1058]
- masthead-date: SATURDAY, APRIL 20, 1895: [957, 10, 1103, 22]
- local-paragraph: By a new advertisement appearing in this issue our readers will see that Messrs Hetherington and Co., drapers, have been busily engaged all the present week opening up large quantities of new goods for the autumn and winter season, which has been imported direct from the London markets. Our lady friends will have a splendid opportunity of seeing a very nice sample of these goods, artistically arranged in their show windows. It and Co. also announce that each department is now fully stocked with all the latest novelties for the present season.: [419, 645, 546, 784]
- paper-logo-1: Te Aroha: [164, 1166, 257, 1228]
- commercial-cell: 0—8—0: [250, 601, 274, 609]
- commercial-row: [147, 643, 274, 651]
- waharoa-paragraph: A meeting was held on Saturday evening, to take steps to put the Public Cemetery in order, names were submitted for trustees, and help asked for either in labour, money fencing materials, or trees and shrubs. Aid has been liberally promised, and all intend to do their best to put it in thoroughly good order.: [827, 300, 955, 375]
- thomas-body: MAY be CONSULTED at the Palace Hotel from next WEDNESDAY, 24th, at 6 p.m., till TUESDAY, 30th inst.: [11, 1277, 138, 1305]
- coachbuilders-body: HAVING decided to RETIRE from the Coachbuilding and General Blacksmith Business, the whole is now offered for Sale as a Going Concern. Also Residence containing 6 Rooms.: [827, 461, 955, 508]
- church-presbyterian-signature: T. A. NORRIE, Minister.: [200, 1146, 274, 1156]
- commercial-cell: Geese do: [147, 634, 173, 642]
- commercial-cell: Eggs per doz.: [147, 559, 185, 567]
- hay-row: [147, 760, 274, 768]
- chairman-heading: TO THE CHAIRMAN OF THE PIAKO COUNTY COUNCIL.: [159, 214, 262, 230]
- commercial-cell: [247, 593, 274, 601]
